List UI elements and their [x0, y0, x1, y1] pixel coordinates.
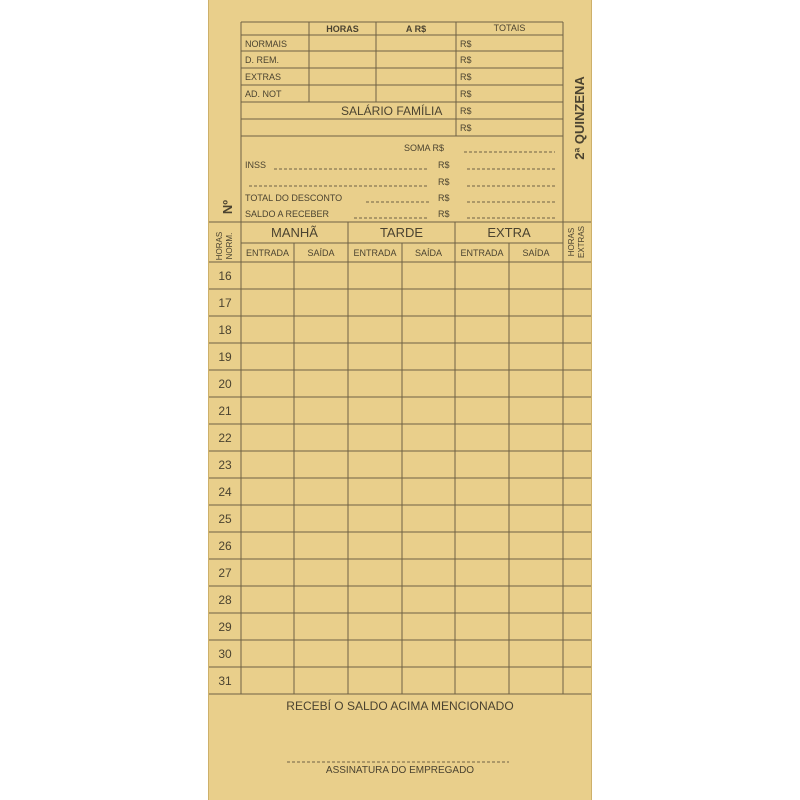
header-horas: HORAS — [326, 24, 359, 34]
day-number: 26 — [218, 539, 232, 553]
blank-row-currency: R$ — [460, 123, 472, 133]
soma-label: SOMA R$ — [404, 143, 445, 153]
saldo-label: SALDO A RECEBER — [245, 209, 330, 219]
saida-label: SAÍDA — [414, 248, 442, 258]
row-currency: R$ — [460, 39, 472, 49]
day-number: 19 — [218, 350, 232, 364]
day-number: 22 — [218, 431, 232, 445]
saldo-currency: R$ — [438, 209, 450, 219]
total-desconto-currency: R$ — [438, 193, 450, 203]
entrada-label: ENTRADA — [460, 248, 504, 258]
inss-currency: R$ — [438, 160, 450, 170]
timecard-grid-lines — [209, 0, 591, 800]
day-number: 18 — [218, 323, 232, 337]
row-currency: R$ — [460, 89, 472, 99]
day-number: 31 — [218, 674, 232, 688]
horas-norm-label: HORAS NORM. — [215, 231, 234, 261]
day-number: 27 — [218, 566, 232, 580]
entrada-label: ENTRADA — [353, 248, 397, 258]
inss-label: INSS — [245, 160, 267, 170]
received-statement: RECEBÍ O SALDO ACIMA MENCIONADO — [286, 699, 514, 713]
salario-familia-currency: R$ — [460, 106, 472, 116]
day-number: 25 — [218, 512, 232, 526]
day-number: 29 — [218, 620, 232, 634]
day-number: 16 — [218, 269, 232, 283]
day-number: 24 — [218, 485, 232, 499]
header-totais: TOTAIS — [493, 23, 526, 33]
row-label-extras: EXTRAS — [245, 72, 282, 82]
salario-familia-label: SALÁRIO FAMÍLIA — [341, 104, 443, 118]
signature-label: ASSINATURA DO EMPREGADO — [325, 765, 475, 776]
day-number: 23 — [218, 458, 232, 472]
day-number: 21 — [218, 404, 232, 418]
header-ars: A R$ — [405, 24, 427, 34]
day-number: 28 — [218, 593, 232, 607]
entrada-label: ENTRADA — [245, 248, 289, 258]
tarde-label: TARDE — [379, 225, 424, 240]
quinzena-label: 2ª QUINZENA — [572, 76, 587, 160]
saida-label: SAÍDA — [307, 248, 335, 258]
manha-label: MANHÃ — [271, 225, 318, 240]
row-label-normais: NORMAIS — [245, 39, 288, 49]
total-desconto-label: TOTAL DO DESCONTO — [245, 193, 343, 203]
horas-extras-label: HORAS EXTRAS — [567, 226, 586, 259]
blank-line-currency: R$ — [438, 177, 450, 187]
timecard — [208, 0, 592, 800]
row-label-drem: D. REM. — [245, 55, 280, 65]
numero-label: Nº — [220, 199, 235, 215]
day-number: 20 — [218, 377, 232, 391]
day-number: 17 — [218, 296, 232, 310]
saida-label: SAÍDA — [522, 248, 550, 258]
row-label-adnot: AD. NOT — [245, 89, 282, 99]
day-number: 30 — [218, 647, 232, 661]
row-currency: R$ — [460, 72, 472, 82]
row-currency: R$ — [460, 55, 472, 65]
extra-label: EXTRA — [487, 225, 531, 240]
